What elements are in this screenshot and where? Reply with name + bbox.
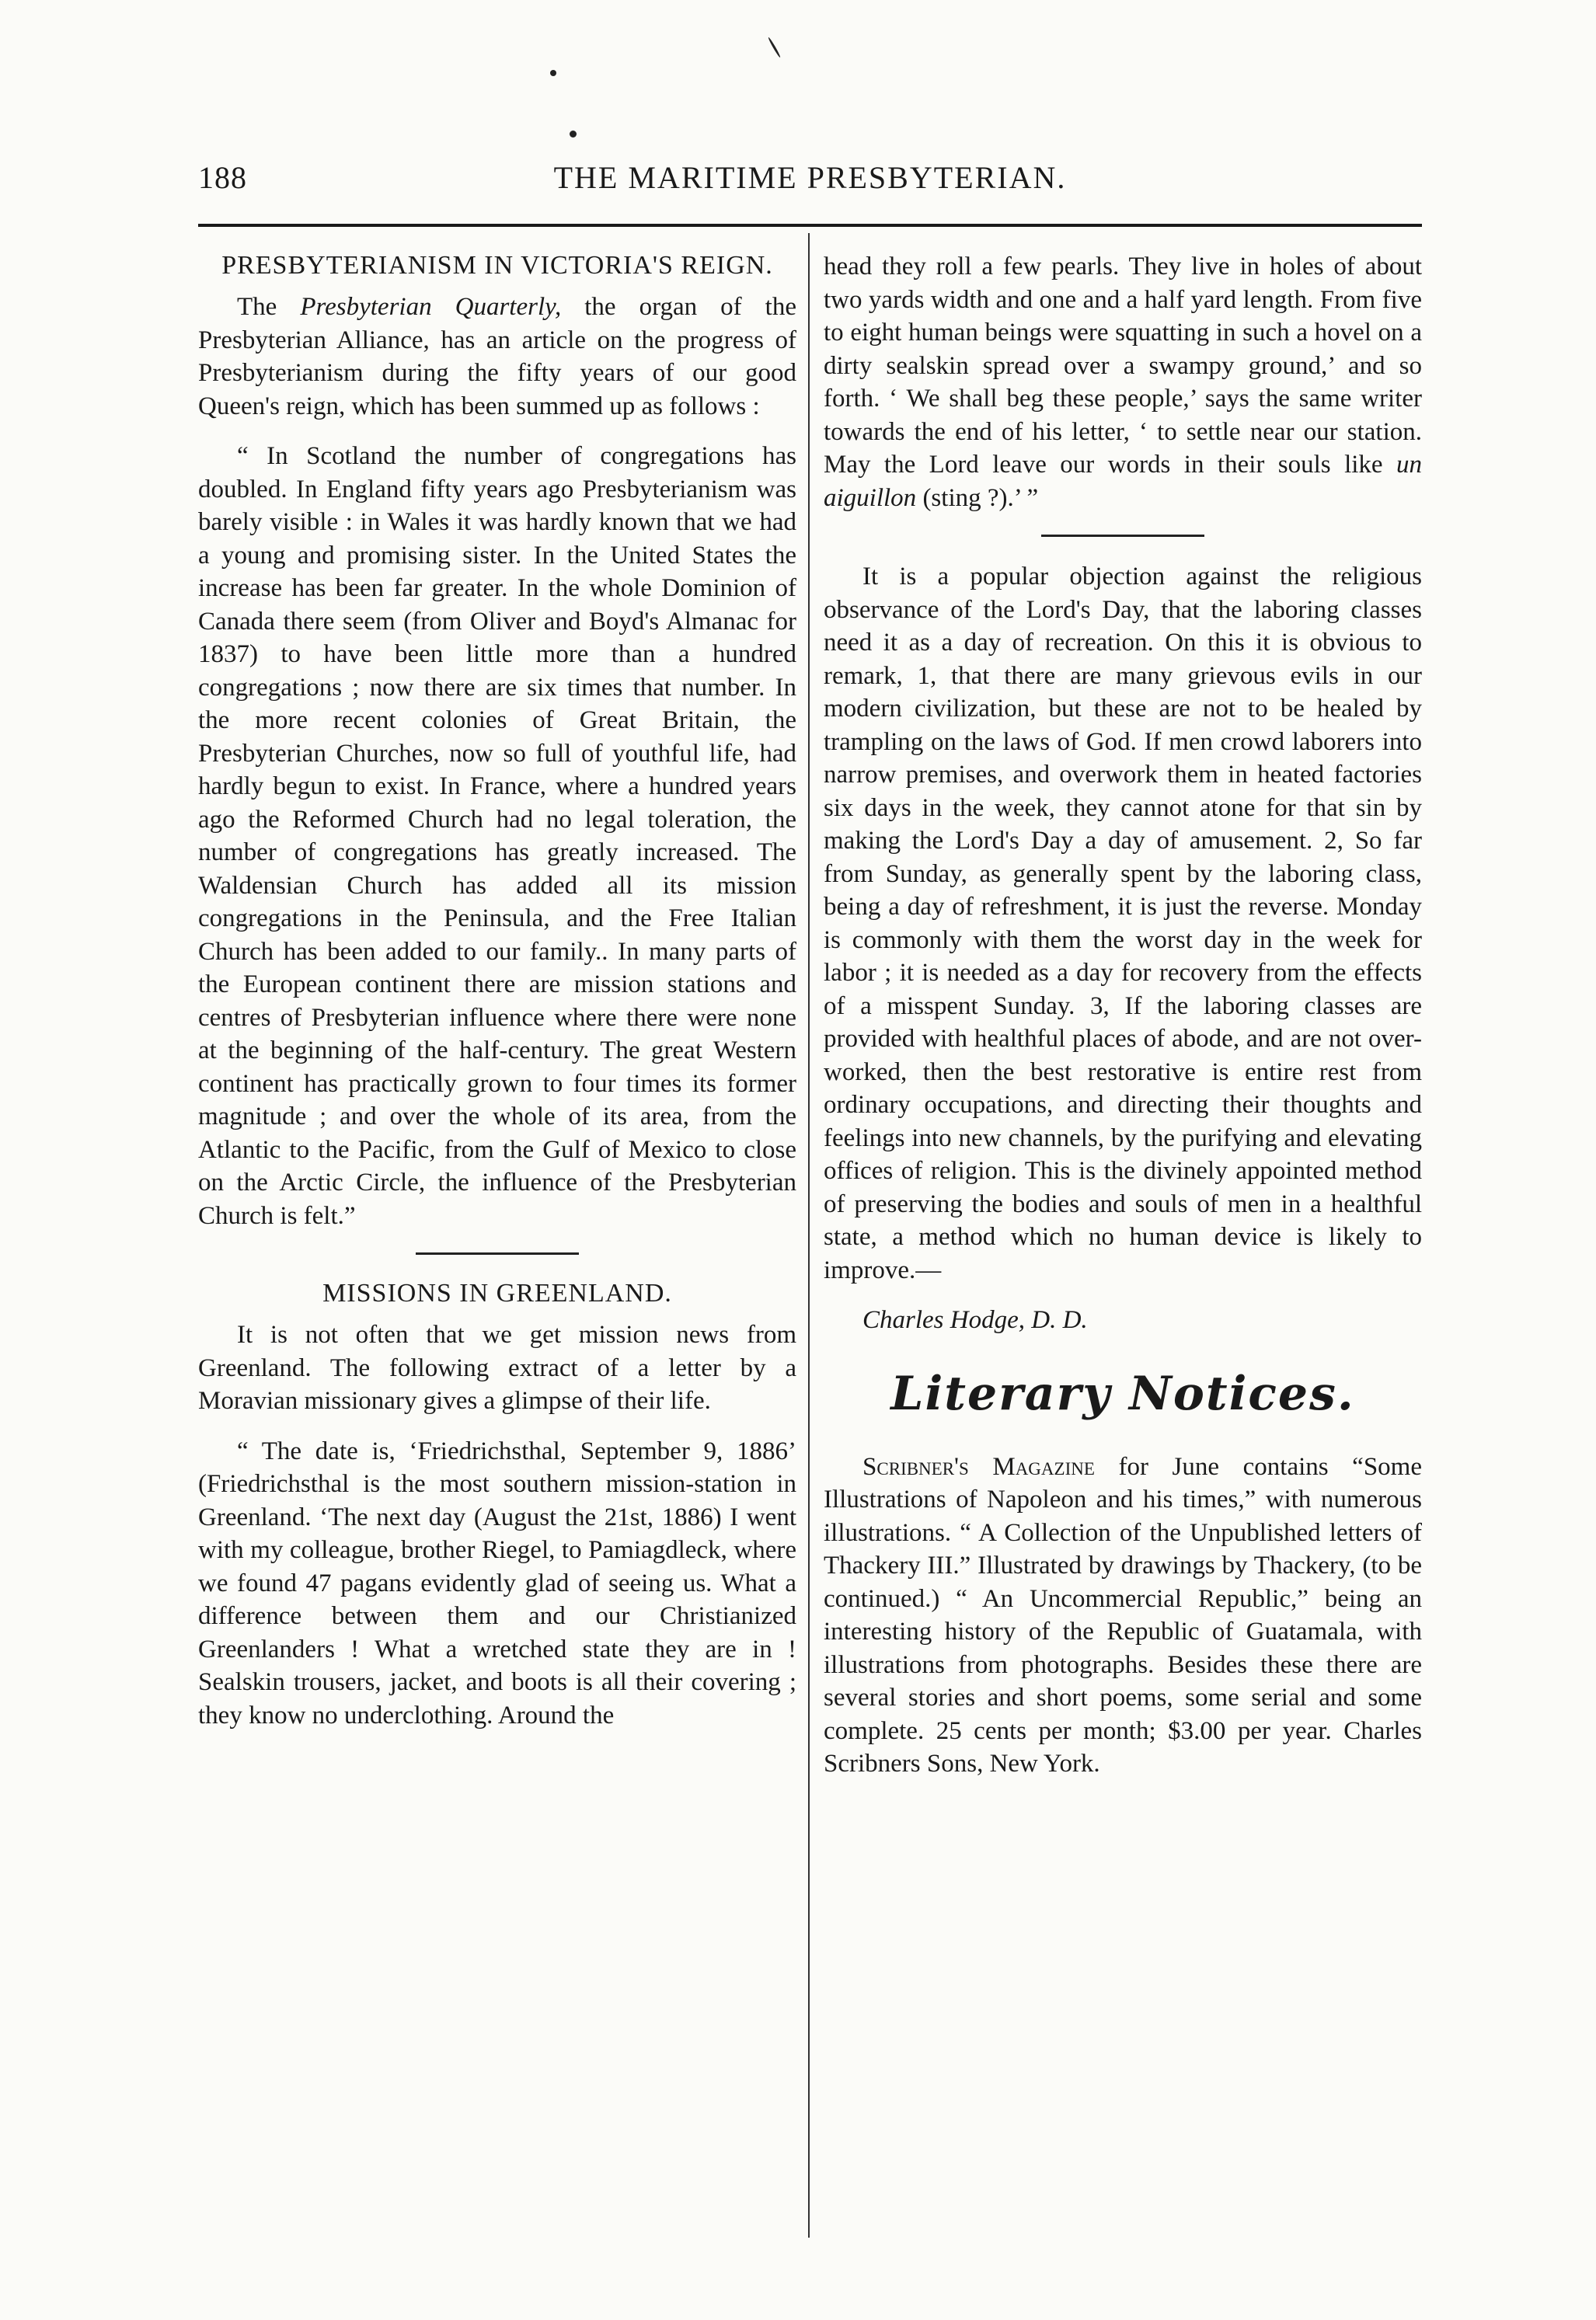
scan-speck xyxy=(768,37,782,57)
right-column xyxy=(824,250,1422,1781)
header-rule xyxy=(198,224,1422,227)
article-quote: “ In Scotland the number of congregations has doubled. In England fifty years ago Presbyterianism was barely visible : in Wales it was hardly known that we had a young and promising sister. In the United States the increase has been far greater. In the whole Dominion of Canada there seem (from Oliver and Boyd's Almanac for 1837) to have been little more than a hundred congregations ; now there are six times that number. In the more recent colonies of Great Britain, the Presbyterian Churches, now so full of youthful life, had hardly begun to exist. In France, where a hundred years ago the Reformed Church had no legal toleration, the number of congregations has greatly increased. The Waldensian Church has added all its mission congregations in the Peninsula, and the Free Italian Church has been added to our family.. In many parts of the European continent there are mission stations and centres of Presbyterian influence where there were none at the beginning of the half-century. The great Western continent has practically grown to four times its former magnitude ; and over the whole of its area, from the Atlantic to the Pacific, from the Gulf of Mexico to close on the Arctic Circle, the influence of the Presbyterian Church is felt.” xyxy=(198,442,796,1230)
article-title-greenland: MISSIONS IN GREENLAND. xyxy=(322,1279,672,1308)
greenland-intro: It is not often that we get mission news from Greenland. The following extract of a letter by a Moravian missionary gives a glimpse of their life. xyxy=(198,1321,796,1415)
scan-speck xyxy=(550,70,556,76)
literary-notices-heading: Literary Notices. xyxy=(890,1366,1355,1421)
greenland-letter-continued: head they roll a few pearls. They live in holes of about two yards width and one and a half yard length. From five to eight human beings were squatting in such a hovel on a dirty sealskin spread over a swampy ground,’ and so forth. ‘ We shall beg these people,’ says the same writer towards the end of his letter, ‘ to settle near our station. May the Lord leave our words in their souls like un aiguillon (sting ?).’ ” xyxy=(824,253,1422,512)
section-rule xyxy=(416,1252,579,1255)
lords-day-article: It is a popular objection against the religious observance of the Lord's Day, that the laboring classes need it as a day of recreation. On this it is obvious to remark, 1, that there are many grievous evils in our modern civilization, but these are not to be healed by trampling on the laws of God. If men crowd laborers into narrow premises, and overwork them in heated factories six days in the week, they cannot atone for that sin by making the Lord's Day a day of amusement. 2, So far from Sunday, as generally spent by the laboring class, being a day of refreshment, it is just the reverse. Monday is commonly with them the worst day in the week for labor ; it is needed as a day for recovery from the effects of a misspent Sunday. 3, If the laboring classes are provided with healthful places of abode, and are not over-worked, then the best restorative is entire rest from ordinary occupations, and directing their thoughts and feelings into new channels, by the purifying and elevating offices of religion. This is the divinely appointed method of preserving the bodies and souls of men in a healthful state, a method which no human device is likely to improve.— xyxy=(824,563,1422,1284)
magazine-name: Scribner's Magazine xyxy=(862,1452,1095,1481)
section-rule xyxy=(1041,535,1204,537)
article-intro: The Presbyterian Quarterly, the organ of the Presbyterian Alliance, has an article on the progress of Presbyterianism during the fifty years of our good Queen's reign, which has been summed up as follows : xyxy=(198,293,796,420)
literary-notice: Scribner's Magazine for June contains “Some Illustrations of Napoleon and his times,” with numerous illustrations. “ A Collection of the Unpublished letters of Thackery III.” Illustrated by drawings by Thackery, (to be continued.) “ An Uncommercial Republic,” being an interesting history of the Republic of Guatamala, with illustrations from photographs. Besides these there are several stories and short poems, some serial and some complete. 25 cents per month; $3.00 per year. Charles Scribners Sons, New York. xyxy=(824,1452,1423,1778)
running-title: THE MARITIME PRESBYTERIAN. xyxy=(553,160,1067,195)
greenland-letter: “ The date is, ‘Friedrichsthal, September 9, 1886’ (Friedrichsthal is the most southern mission-station in Greenland. ‘The next day (August the 21st, 1886) I went with my colleague, brother Riegel, to Pamiagdleck, where we found 47 pagans evidently glad of seeing us. What a difference between them and our Christianized Greenlanders ! What a wretched state they are in ! Sealskin trousers, jacket, and boots is all their covering ; they know no underclothing. Around the xyxy=(198,1437,796,1730)
column-divider xyxy=(808,233,810,2238)
page-header xyxy=(198,159,1422,206)
journal-title: Presbyterian Quarterly, xyxy=(300,293,562,321)
article-title-presbyterianism: PRESBYTERIANISM IN VICTORIA'S REIGN. xyxy=(221,251,773,280)
scan-speck xyxy=(570,131,577,138)
left-column xyxy=(198,250,796,1732)
signature: Charles Hodge, D. D. xyxy=(862,1306,1088,1334)
page-number: 188 xyxy=(198,160,247,195)
